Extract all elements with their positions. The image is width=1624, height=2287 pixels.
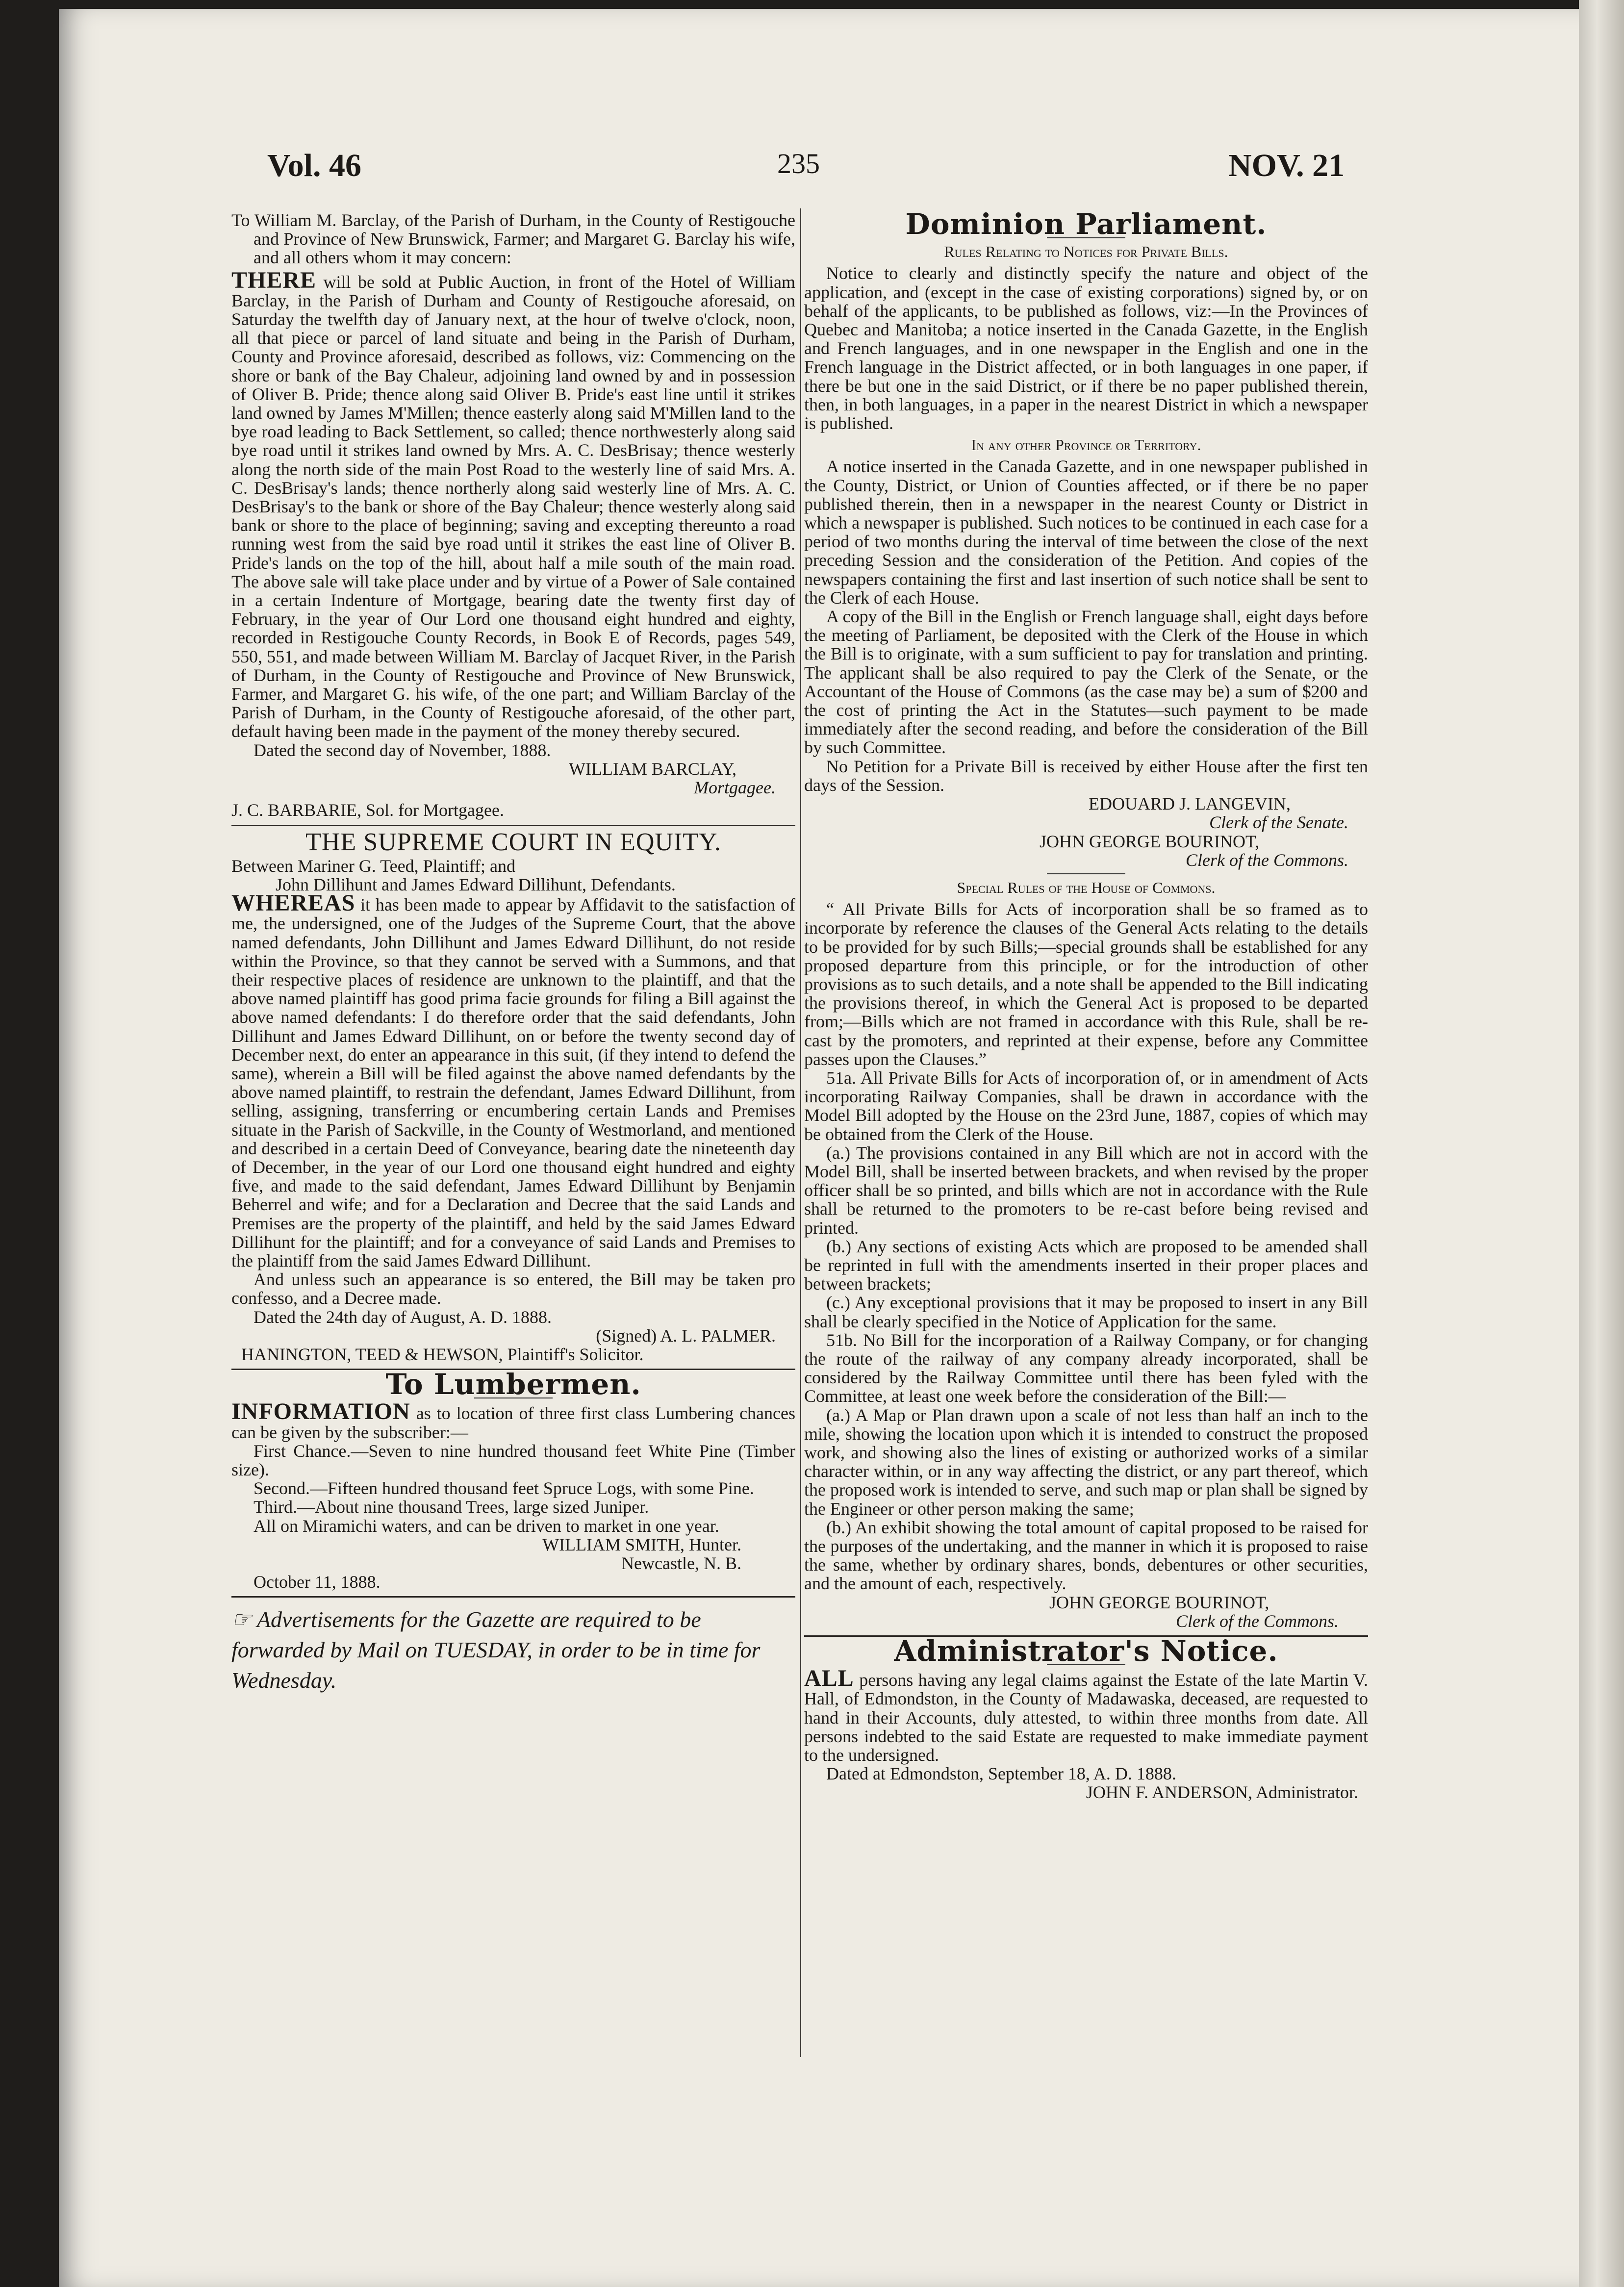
separator (231, 825, 795, 826)
lumber-place: Newcastle, N. B. (621, 1553, 741, 1574)
rules-paragraph: Notice to clearly and distinctly specify the nature and object of the application, and (except in the case of existing corporations) signed by, or on behalf of the applicants, to be published as follows, viz:—In the Provinces of Quebec and Manitoba; a notice inserted in the Canada Gazette, in the English and French languages, and in one newspaper in the English and one in the French language in the District affected, or in both languages in one paper, if there be but one in the said District, or if there be no paper published therein, then, in both languages, in a paper in the nearest District in which a newspaper is published. (804, 263, 1368, 433)
lumber-first: First Chance.—Seven to nine hundred thousand feet White Pine (Timber size). (231, 1441, 795, 1479)
court-body: it has been made to appear by Affidavit to the satisfaction of me, the undersigned, one of the Judges of the Supreme Court, that the above named defendants, John Dillihunt and James Edward Dillihunt, do not reside within the Province, so that they cannot be served with a Summons, and that their respective places of residence are unknown to the plaintiff, and that the above named plaintiff has good prima facie grounds for filing a Bill against the above named defendants: I do therefore order that the said defendants, John Dillihunt and James Edward Dillihunt, on or before the twenty second day of December next, do enter an appearance in this suit, (if they intend to defend the same), wherein a Bill will be filed against the above named defendants by the above named plaintiff, to restrain the defendant, James Edward Dillihunt, from selling, assigning, transferring or encumbering certain Lands and Premises situate in the Parish of Sackville, in the County of Westmorland, and mentioned and described in a certain Deed of Conveyance, bearing date the nineteenth day of December, in the year of our Lord one thousand eight hundred and eighty five, and made to the said defendant, James Edward Dillihunt by Benjamin Beherrel and wife; and for a Declaration and Decree that the said Lands and Premises are the property of the plaintiff, and held by the said James Edward Dillihunt for the plaintiff; and for a conveyance of said Lands and Premises to the plaintiff from the said James Edward Dillihunt. (231, 895, 796, 1271)
sale-solicitor: J. C. BARBARIE, Sol. for Mortgagee. (231, 800, 504, 820)
lumber-signer: WILLIAM SMITH, Hunter. (542, 1534, 741, 1554)
page-edge (1579, 0, 1624, 2287)
short-rule (1047, 873, 1125, 874)
administrator-title: Administrator's Notice. (894, 1634, 1278, 1668)
senate-clerk-name: EDOUARD J. LANGEVIN, (1089, 794, 1291, 814)
other-paragraph-2: A copy of the Bill in the English or French language shall, eight days before the meeting of Parliament, be deposited with the Clerk of the House in which the Bill is to originate, with a sum sufficient to pay for translation and printing. The applicant shall be also required to pay the Clerk of the Senate, or the Accountant of the House of Commons (as the case may be) a sum of $200 and the cost of printing the Act in the Statutes—such payment to be made immediately after the second reading, and before the consideration of the Bill by such Committee. (804, 607, 1368, 758)
lumber-lead: INFORMATION (231, 1398, 410, 1425)
rule-51b-a: (a.) A Map or Plan drawn upon a scale of not less than half an inch to the mile, showing the location upon which it is intended to construct the proposed work, and showing also the lines of existing or authorized works of a similar character within, or in any way affecting the district, or any part thereof, which the proposed work is intended to serve, and such map or plan shall be signed by the Engineer or other person making the same; (804, 1405, 1368, 1519)
commons-clerk-name-2: JOHN GEORGE BOURINOT, (1049, 1592, 1269, 1612)
administrator-dated: Dated at Edmondston, September 18, A. D. 1888. (826, 1764, 1176, 1784)
court-signed: (Signed) A. L. PALMER. (596, 1325, 776, 1346)
rule-51a: 51a. All Private Bills for Acts of incorporation of, or in amendment of Acts incorporating Railway Companies, shall be drawn in accordance with the Model Bill adopted by the House on the 23rd June, 1887, copies of which may be obtained from the Clerk of the House. (804, 1067, 1368, 1144)
separator (231, 1596, 795, 1598)
administrator-notice (804, 1665, 1368, 1765)
court-lead: WHEREAS (231, 890, 355, 916)
lumber-intro-text: as to location of three first class Lumbering chances can be given by the subscriber:— (231, 1403, 796, 1442)
administrator-signer: JOHN F. ANDERSON, Administrator. (1086, 1782, 1358, 1803)
commons-clerk-role-2: Clerk of the Commons. (1176, 1611, 1339, 1631)
court-dated: Dated the 24th day of August, A. D. 1888. (254, 1307, 552, 1327)
lumber-intro (231, 1398, 796, 1442)
rule-51a-a: (a.) The provisions contained in any Bill which are not in accord with the Model Bill, shall be inserted between brackets, and when revised by the proper officer shall be so printed, and bills which are not in accordance with the Rule shall be returned to the promoters to be re-cast before being revised and printed. (804, 1143, 1368, 1238)
court-parties-2: John Dillihunt and James Edward Dillihunt, Defendants. (276, 874, 676, 894)
rule-51b: 51b. No Bill for the incorporation of a Railway Company, or for changing the route of the railway of any company already incorporated, shall be considered by the Railway Committee until there has been fyled with the Committee, at least one week before the consideration of the Bill:— (804, 1330, 1368, 1406)
parliament-title: Dominion Parliament. (905, 207, 1267, 241)
gazette-notice (231, 1604, 795, 1696)
commons-clerk-name: JOHN GEORGE BOURINOT, (1040, 831, 1260, 851)
commons-clerk-role: Clerk of the Commons. (1186, 850, 1348, 870)
left-column (231, 211, 795, 1718)
court-solicitor: HANINGTON, TEED & HEWSON, Plaintiff's Solicitor. (241, 1344, 644, 1364)
other-paragraph-3: No Petition for a Private Bill is received by either House after the first ten days of the Session. (804, 756, 1368, 795)
senate-clerk-role: Clerk of the Senate. (1209, 813, 1348, 833)
special-paragraph-1: “ All Private Bills for Acts of incorporation shall be so framed as to incorporate by reference the clauses of the General Acts relating to the details to be provided for by such Bills;—special grounds shall be established for any proposed departure from this principle, or for the introduction of other provisions as to such details, and a note shall be appended to the Bill indicating the provisions thereof, in which the General Act is proposed to be departed from;—Bills which are not framed in accordance with this Rule, shall be re-cast by the promoters, and reprinted at their expense, before any Committee passes upon the Clauses.” (804, 899, 1368, 1069)
sale-lead: THERE (231, 267, 317, 293)
right-column (804, 207, 1368, 1803)
rule-51b-b: (b.) An exhibit showing the total amount of capital proposed to be raised for the purposes of the undertaking, and the manner in which it is proposed to raise the same, whether by ordinary shares, bonds, debentures or other securities, and the amount of each, respectively. (804, 1517, 1368, 1594)
special-rules-heading: Special Rules of the House of Commons. (957, 878, 1216, 896)
pointing-hand-icon: ☞ (231, 1607, 252, 1632)
administrator-lead: ALL (804, 1665, 854, 1692)
rules-heading: Rules Relating to Notices for Private Bills. (944, 243, 1228, 261)
gazette-notice-text: Advertisements for the Gazette are required to be forwarded by Mail on TUESDAY, in order to be in time for Wednesday. (231, 1607, 761, 1693)
issue-date: NOV. 21 (1228, 148, 1345, 183)
lumber-date: October 11, 1888. (254, 1572, 381, 1592)
court-appearance: And unless such an appearance is so entered, the Bill may be taken pro confesso, and a Decree made. (231, 1270, 795, 1308)
rule-51a-c: (c.) Any exceptional provisions that it may be proposed to insert in any Bill shall be clearly specified in the Notice of Application for the same. (804, 1293, 1368, 1331)
court-title: THE SUPREME COURT IN EQUITY. (305, 828, 721, 856)
column-divider (800, 208, 801, 2057)
volume-label: Vol. 46 (267, 148, 361, 183)
sale-notice (231, 267, 796, 741)
court-parties-1: Between Mariner G. Teed, Plaintiff; and (231, 856, 515, 876)
lumber-third: Third.—About nine thousand Trees, large sized Juniper. (254, 1497, 649, 1517)
sale-address: To William M. Barclay, of the Parish of Durham, in the County of Restigouche and Province of New Brunswick, Farmer; and Margaret G. Barclay his wife, and all others whom it may concern: (231, 210, 795, 268)
other-province-heading: In any other Province or Territory. (971, 436, 1201, 454)
lumber-second: Second.—Fifteen hundred thousand feet Spruce Logs, with some Pine. (254, 1478, 754, 1499)
sale-dated: Dated the second day of November, 1888. (254, 740, 551, 760)
page-number: 235 (777, 148, 820, 179)
court-notice (231, 890, 796, 1271)
sale-role: Mortgagee. (694, 778, 776, 798)
other-paragraph-1: A notice inserted in the Canada Gazette, and in one newspaper published in the County, District, or Union of Counties affected, or if there be no paper published therein, then in a newspaper in the nearest County or District in which a newspaper is published. Such notices to be continued in each case for a period of two months during the interval of time between the close of the next preceding Session and the consideration of the Petition. And copies of the newspapers containing the first and last insertion of such notice shall be sent to the Clerk of each House. (804, 457, 1368, 608)
sale-body: will be sold at Public Auction, in front of the Hotel of William Barclay, in the Parish of Durham and County of Restigouche aforesaid, on Saturday the twelfth day of January next, at the hour of twelve o'clock, noon, all that piece or parcel of land situate and being in the Parish of Durham, County and Province aforesaid, described as follows, viz: Commencing on the shore or bank of the Bay Chaleur, adjoining land owned by and in possession of Oliver B. Pride; thence along said Oliver B. Pride's east line until it strikes land owned by James M'Millen; thence easterly along said M'Millen land to the bye road leading to Back Settlement, so called; thence northwesterly along said bye road until it strikes land owned by Mrs. A. C. DesBrisay; thence westerly along the north side of the main Post Road to the westerly line of said Mrs. A. C. DesBrisay's lands; thence northerly along said westerly line of Mrs. A. C. DesBrisay's to the bank or shore of the Bay Chaleur; thence westerly along said bank or shore to the place of beginning; saving and excepting thereunto a road running west from the said bye road until it strikes the east line of Oliver B. Pride's lands on the top of the hill, about half a mile south of the main road. The above sale will take place under and by virtue of a Power of Sale contained in a certain Indenture of Mortgage, bearing date the twenty first day of February, in the year of Our Lord one thousand eight hundred and eighty, recorded in Restigouche County Records, in Book E of Records, pages 549, 550, 551, and made between William M. Barclay of Jacquet River, in the Parish of Durham, in the County of Restigouche and Province of New Brunswick, Farmer, and Margaret G. his wife, of the one part; and William Barclay of the Parish of Durham, in the County of Restigouche aforesaid, of the other part, default having been made in the payment of the money thereby secured. (231, 272, 796, 741)
lumber-all: All on Miramichi waters, and can be driven to market in one year. (254, 1516, 719, 1536)
rule-51a-b: (b.) Any sections of existing Acts which are proposed to be amended shall be reprinted in full with the amendments inserted in their proper places and between brackets; (804, 1236, 1368, 1294)
sale-signer: WILLIAM BARCLAY, (568, 759, 736, 779)
lumber-title: To Lumbermen. (385, 1368, 641, 1401)
administrator-body: persons having any legal claims against the Estate of the late Martin V. Hall, of Edmondston, in the County of Madawaska, deceased, are requested to hand in their Accounts, duly attested, to within three months from date. All persons indebted to the said Estate are requested to make immediate payment to the undersigned. (804, 1670, 1368, 1765)
